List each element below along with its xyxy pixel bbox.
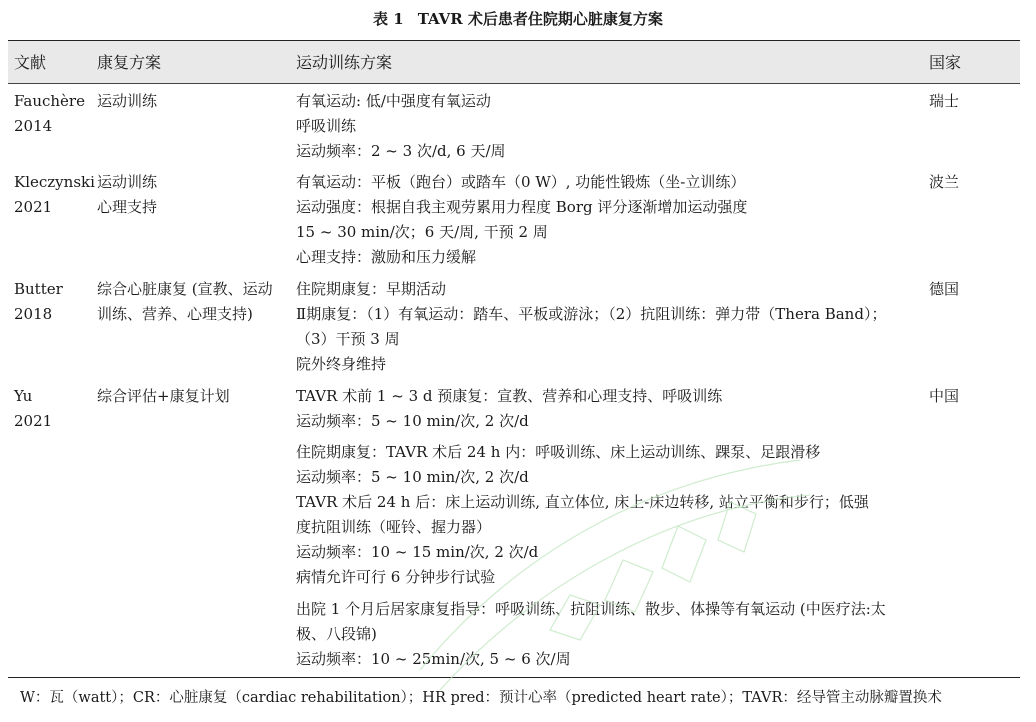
column-header-country: 国家 xyxy=(929,53,962,72)
row1-reference: Fauchère 2014 xyxy=(14,92,85,135)
table-title xyxy=(0,8,1036,29)
row4-rehab-plan: 综合评估+康复计划 xyxy=(97,387,230,405)
row1-rehab-plan: 运动训练 xyxy=(97,92,158,110)
row3-country: 德国 xyxy=(929,280,960,298)
column-header-reference: 文献 xyxy=(14,53,47,72)
row4-country: 中国 xyxy=(929,387,960,405)
row2-rehab-plan: 运动训练 心理支持 xyxy=(97,173,158,216)
row4-exercise-plan-home: 出院 1 个月后居家康复指导：呼吸训练、抗阻训练、散步、体操等有氧运动 (中医疗法:太 极、八段锦) 运动频率：10 ~ 25min/次, 5 ~ 6 次/周 xyxy=(296,600,886,668)
table-footnote: W：瓦（watt）；CR：心脏康复（cardiac rehabilitation）；HR pred：预计心率（predicted heart rate）；TAVR：经导管主动脉瓣置换术 xyxy=(20,690,942,706)
column-header-exercise-plan: 运动训练方案 xyxy=(296,53,393,72)
row4-exercise-plan-pre: TAVR 术前 1 ~ 3 d 预康复：宣教、营养和心理支持、呼吸训练 运动频率：5 ~ 10 min/次, 2 次/d xyxy=(296,387,723,430)
row2-exercise-plan: 有氧运动：平板（跑台）或踏车（0 W）, 功能性锻炼（坐-立训练） 运动强度：根据自我主观劳累用力程度 Borg 评分逐渐增加运动强度 15 ~ 30 min/次；6 天/周, 干预 2 周 心理支持：激励和压力缓解 xyxy=(296,173,748,266)
column-header-rehab-plan: 康复方案 xyxy=(97,53,162,72)
table-number: 表 1 xyxy=(373,10,404,28)
row1-exercise-plan: 有氧运动: 低/中强度有氧运动 呼吸训练 运动频率：2 ~ 3 次/d, 6 天/周 xyxy=(296,92,506,160)
row4-exercise-plan-inpatient: 住院期康复：TAVR 术后 24 h 内：呼吸训练、床上运动训练、踝泵、足跟滑移 运动频率：5 ~ 10 min/次, 2 次/d TAVR 术后 24 h 后：床上运动训练, 直立体位, 床上-床边转移, 站立平衡和步行；低强 度抗阻训练（哑铃、握力器） 运动频率：10 ~ 15 min/次, 2 次/d 病情允许可行 6 分钟步行试验 xyxy=(296,443,869,586)
row4-reference: Yu 2021 xyxy=(14,387,53,430)
table-caption: TAVR 术后患者住院期心脏康复方案 xyxy=(417,10,663,28)
row1-country: 瑞士 xyxy=(929,92,960,110)
table-bottom-rule xyxy=(8,677,1020,678)
row3-rehab-plan: 综合心脏康复 (宣教、运动 训练、营养、心理支持) xyxy=(97,280,273,323)
row3-exercise-plan: 住院期康复：早期活动 Ⅱ期康复：（1）有氧运动：踏车、平板或游泳；（2）抗阻训练：弹力带（Thera Band）； （3）干预 3 周 院外终身维持 xyxy=(296,280,887,373)
row2-reference: Kleczynski 2021 xyxy=(14,173,95,216)
row3-reference: Butter 2018 xyxy=(14,280,63,323)
row2-country: 波兰 xyxy=(929,173,960,191)
